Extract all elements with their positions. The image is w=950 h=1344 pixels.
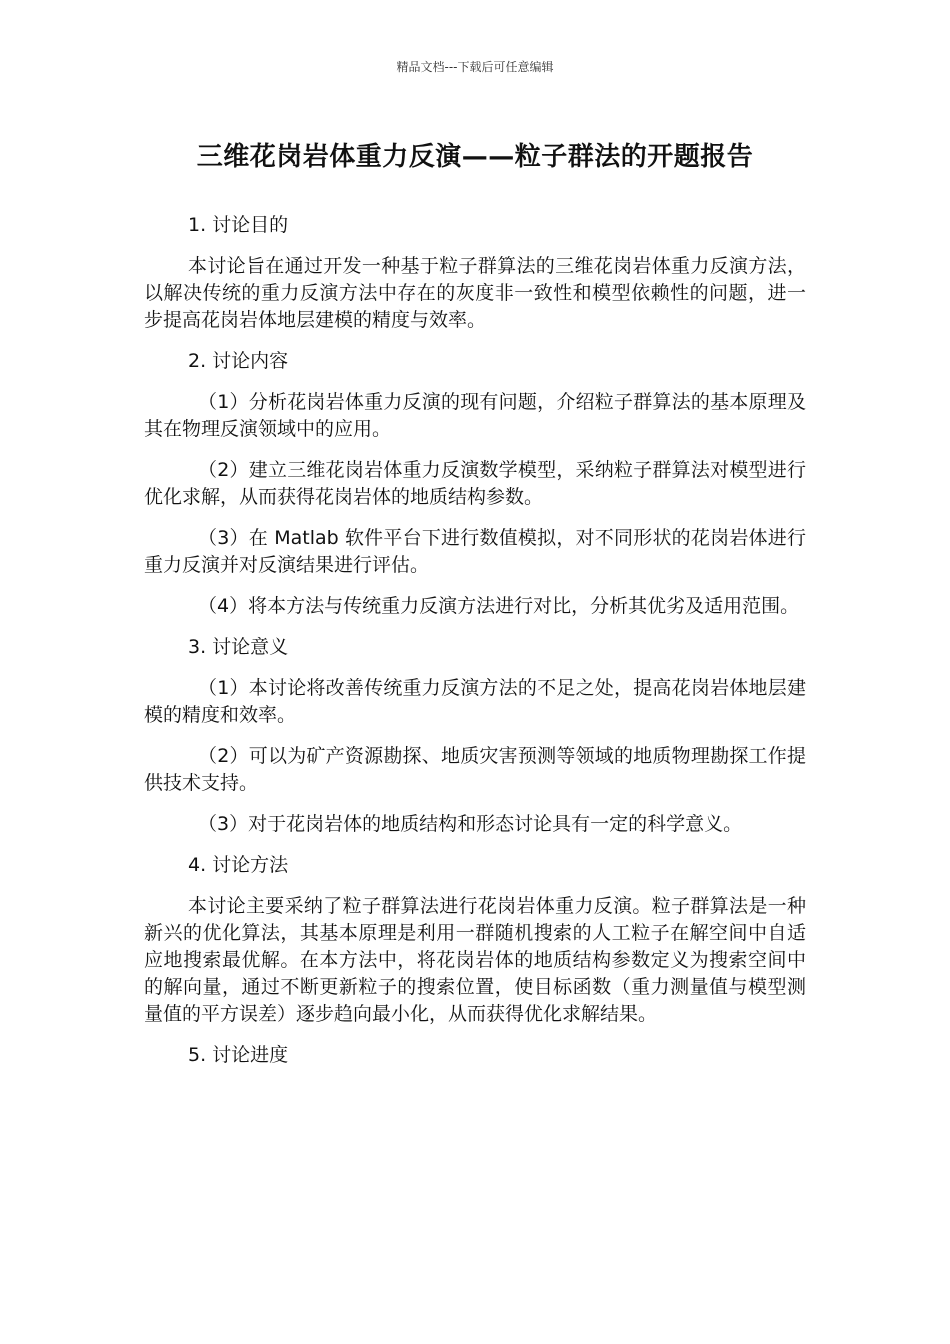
section-3-item-3: （3）对于花岗岩体的地质结构和形态讨论具有一定的科学意义。	[198, 813, 743, 835]
section-heading-3: 3. 讨论意义	[188, 636, 289, 658]
section-1-paragraph: 本讨论旨在通过开发一种基于粒子群算法的三维花岗岩体重力反演方法，以解决传统的重力反演方法中存在的灰度非一致性和模型依赖性的问题，进一步提高花岗岩体地层建模的精度与效率。	[144, 255, 806, 331]
document-title: 三维花岗岩体重力反演——粒子群法的开题报告	[196, 142, 754, 172]
header-note: 精品文档---下载后可任意编辑	[396, 60, 554, 74]
section-heading-4: 4. 讨论方法	[188, 854, 289, 876]
section-2-item-3: （3）在 Matlab 软件平台下进行数值模拟，对不同形状的花岗岩体进行重力反演并对反演结果进行评估。	[144, 527, 806, 576]
section-2-item-1: （1）分析花岗岩体重力反演的现有问题，介绍粒子群算法的基本原理及其在物理反演领域中的应用。	[144, 391, 806, 440]
document-body	[144, 212, 806, 1083]
section-3-item-1: （1）本讨论将改善传统重力反演方法的不足之处，提高花岗岩体地层建模的精度和效率。	[144, 677, 806, 726]
section-2-item-4: （4）将本方法与传统重力反演方法进行对比，分析其优劣及适用范围。	[198, 595, 800, 617]
section-heading-2: 2. 讨论内容	[188, 350, 289, 372]
section-heading-1: 1. 讨论目的	[188, 214, 289, 236]
section-3-item-2: （2）可以为矿产资源勘探、地质灾害预测等领域的地质物理勘探工作提供技术支持。	[144, 745, 806, 794]
section-heading-5: 5. 讨论进度	[188, 1044, 289, 1066]
section-4-paragraph: 本讨论主要采纳了粒子群算法进行花岗岩体重力反演。粒子群算法是一种新兴的优化算法，其基本原理是利用一群随机搜索的人工粒子在解空间中自适应地搜索最优解。在本方法中，将花岗岩体的地质结构参数定义为搜索空间中的解向量，通过不断更新粒子的搜索位置，使目标函数（重力测量值与模型测量值的平方误差）逐步趋向最小化，从而获得优化求解结果。	[144, 895, 806, 1025]
section-2-item-2: （2）建立三维花岗岩体重力反演数学模型，采纳粒子群算法对模型进行优化求解，从而获得花岗岩体的地质结构参数。	[144, 459, 806, 508]
